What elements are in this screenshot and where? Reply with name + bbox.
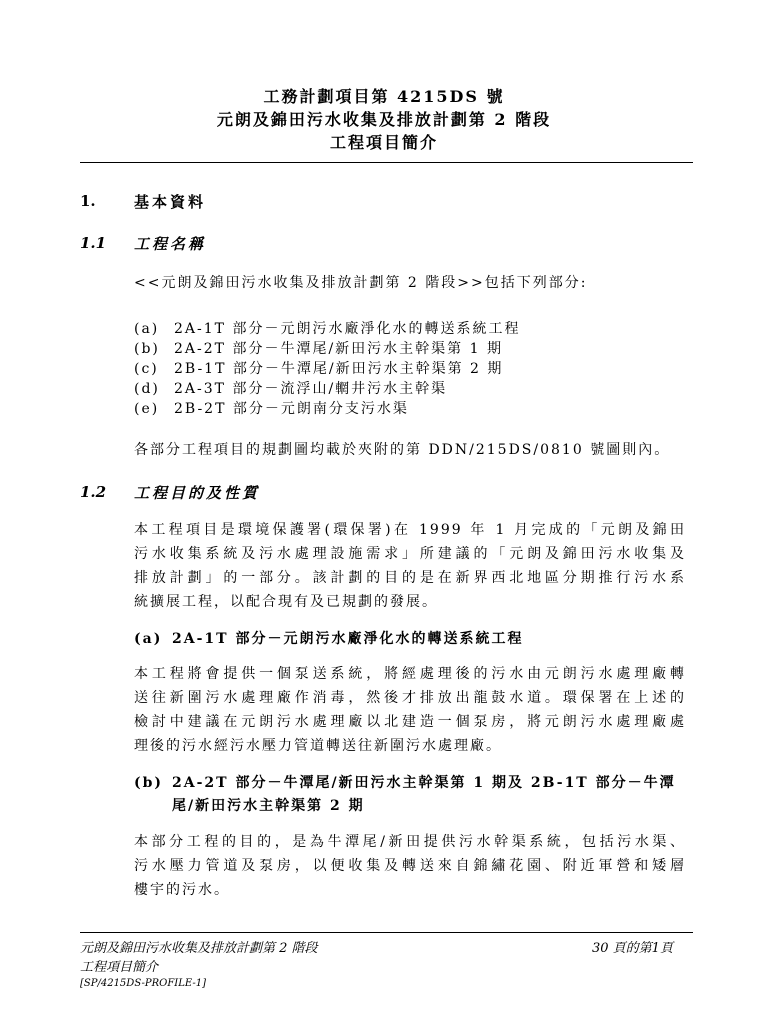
section-1-1-intro: <<元朗及錦田污水收集及排放計劃第 2 階段>>包括下列部分: xyxy=(134,275,588,291)
list-item-label: (e) xyxy=(134,401,160,417)
footer-divider xyxy=(80,932,693,933)
subsection-b-title-line-2: 尾/新田污水主幹渠第 2 期 xyxy=(172,798,365,814)
subsection-a-heading xyxy=(134,628,523,648)
paragraph-line: 本工程項目是環境保護署(環保署)在 1999 年 1 月完成的「元朗及錦田 xyxy=(134,522,686,538)
header-divider xyxy=(80,162,693,163)
paragraph-line: 排放計劃」的一部分。該計劃的目的是在新界西北地區分期推行污水系 xyxy=(134,570,686,586)
document-title-line-1: 工務計劃項目第 4215DS 號 xyxy=(263,87,505,106)
list-item-text: 2B-2T 部分－元朗南分支污水渠 xyxy=(174,401,409,417)
section-1-1-number: 1.1 xyxy=(80,234,107,252)
paragraph-line: 樓宇的污水。 xyxy=(134,882,230,898)
paragraph-line: 污水收集系統及污水處理設施需求」所建議的「元朗及錦田污水收集及 xyxy=(134,546,686,562)
list-item-label: (c) xyxy=(134,361,159,377)
paragraph-line: 本工程將會提供一個泵送系統，將經處理後的污水由元朗污水處理廠轉 xyxy=(134,666,686,682)
subsection-b-label: (b) xyxy=(134,775,164,791)
paragraph-line: 統擴展工程，以配合現有及已規劃的發展。 xyxy=(134,594,438,610)
footer-page-number: 30 頁的第1頁 xyxy=(592,941,673,956)
section-1-1-title: 工程名稱 xyxy=(134,235,207,253)
list-item-text: 2A-2T 部分－牛潭尾/新田污水主幹渠第 1 期 xyxy=(174,341,503,357)
list-item xyxy=(134,398,409,418)
subsection-a-label: (a) xyxy=(134,631,163,647)
list-item-text: 2A-3T 部分－流浮山/輞井污水主幹渠 xyxy=(174,381,448,397)
list-item xyxy=(134,358,503,378)
subsection-b-title-line-1: 2A-2T 部分－牛潭尾/新田污水主幹渠第 1 期及 2B-1T 部分－牛潭 xyxy=(172,775,676,791)
paragraph-line: 送往新圍污水處理廠作消毒，然後才排放出龍鼓水道。環保署在上述的 xyxy=(134,690,686,706)
section-1-title: 基本資料 xyxy=(134,193,207,211)
list-item xyxy=(134,318,520,338)
list-item xyxy=(134,378,447,398)
paragraph-line: 本部分工程的目的，是為牛潭尾/新田提供污水幹渠系統，包括污水渠、 xyxy=(134,834,686,850)
document-title-line-2: 元朗及錦田污水收集及排放計劃第 2 階段 xyxy=(216,110,552,129)
subsection-a-title: 2A-1T 部分－元朗污水廠淨化水的轉送系統工程 xyxy=(172,631,524,647)
list-item xyxy=(134,338,503,358)
paragraph-line: 污水壓力管道及泵房，以便收集及轉送來自錦繡花園、附近軍營和矮層 xyxy=(134,858,686,874)
paragraph-line: 檢討中建議在元朗污水處理廠以北建造一個泵房，將元朗污水處理廠處 xyxy=(134,714,686,730)
document-title-line-3: 工程項目簡介 xyxy=(329,133,438,152)
section-1-number: 1. xyxy=(80,192,96,210)
list-item-label: (d) xyxy=(134,381,160,397)
section-1-1-note: 各部分工程項目的規劃圖均載於夾附的第 DDN/215DS/0810 號圖則內。 xyxy=(134,442,671,458)
list-item-label: (a) xyxy=(134,321,160,337)
list-item-text: 2A-1T 部分－元朗污水廠淨化水的轉送系統工程 xyxy=(174,321,521,337)
subsection-b-heading xyxy=(134,772,676,792)
footer-reference: [SP/4215DS-PROFILE-1] xyxy=(80,978,207,989)
list-item-text: 2B-1T 部分－牛潭尾/新田污水主幹渠第 2 期 xyxy=(174,361,504,377)
list-item-label: (b) xyxy=(134,341,160,357)
footer-document-name: 元朗及錦田污水收集及排放計劃第 2 階段 xyxy=(80,941,318,956)
footer-document-subtitle: 工程項目簡介 xyxy=(80,960,159,975)
section-1-2-title: 工程目的及性質 xyxy=(134,484,261,502)
section-1-2-number: 1.2 xyxy=(80,483,107,501)
paragraph-line: 理後的污水經污水壓力管道轉送往新圍污水處理廠。 xyxy=(134,738,502,754)
